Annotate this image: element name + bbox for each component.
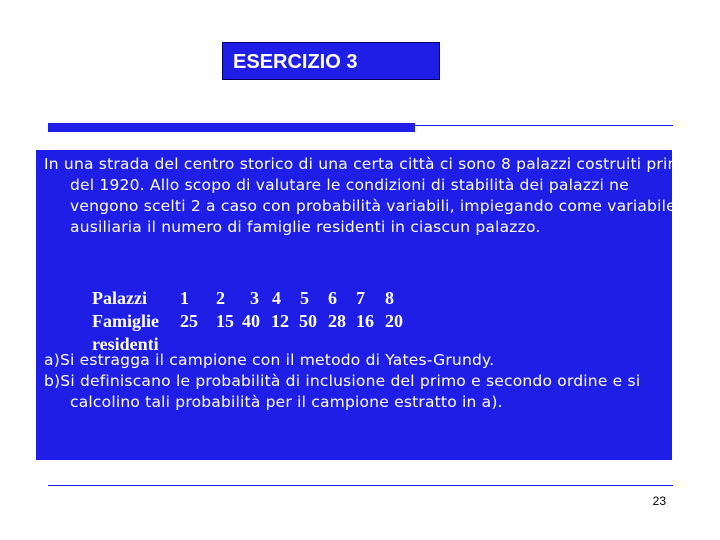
table-cell: 3 [250,288,259,308]
question-b: b)Si definiscano le probabilità di inclusione del primo e secondo ordine e si calcolino tali probabilità per il campione estratto in a). [44,372,641,411]
table-cell: 40 [242,311,260,331]
table-cell: 4 [272,288,281,308]
page-number: 23 [652,494,666,508]
row-label-famiglie: Famiglie [92,311,159,331]
title-underline-thin [415,125,673,126]
footer-rule [48,485,673,486]
table-cell: 7 [356,288,365,308]
table-cell: 15 [216,311,234,331]
table-cell: 28 [328,311,346,331]
row-label-residenti: residenti [92,334,159,354]
question-a: a)Si estragga il campione con il metodo di Yates-Grundy. [44,351,495,369]
title-underline-thick [48,123,415,132]
table-cell: 25 [180,311,198,331]
problem-statement: In una strada del centro storico di una certa città ci sono 8 palazzi costruiti prima del 1920. Allo scopo di valutare le condizioni di stabilità dei palazzi ne vengono scelti 2 a caso con probabilità variabili, impiegando come variabile ausiliaria il numero di famiglie residenti in ciascun palazzo. [44,155,693,236]
exercise-panel [36,150,693,460]
table-cell: 16 [356,311,374,331]
table-cell: 5 [300,288,309,308]
table-cell: 12 [271,311,289,331]
table-cell: 2 [216,288,225,308]
row-label-palazzi: Palazzi [92,288,147,308]
table-cell: 6 [328,288,337,308]
slide-title: ESERCIZIO 3 [222,42,440,80]
table-cell: 1 [180,288,189,308]
table-cell: 50 [299,311,317,331]
question-list [44,350,664,413]
table-cell: 8 [385,288,394,308]
table-cell: 20 [385,311,403,331]
